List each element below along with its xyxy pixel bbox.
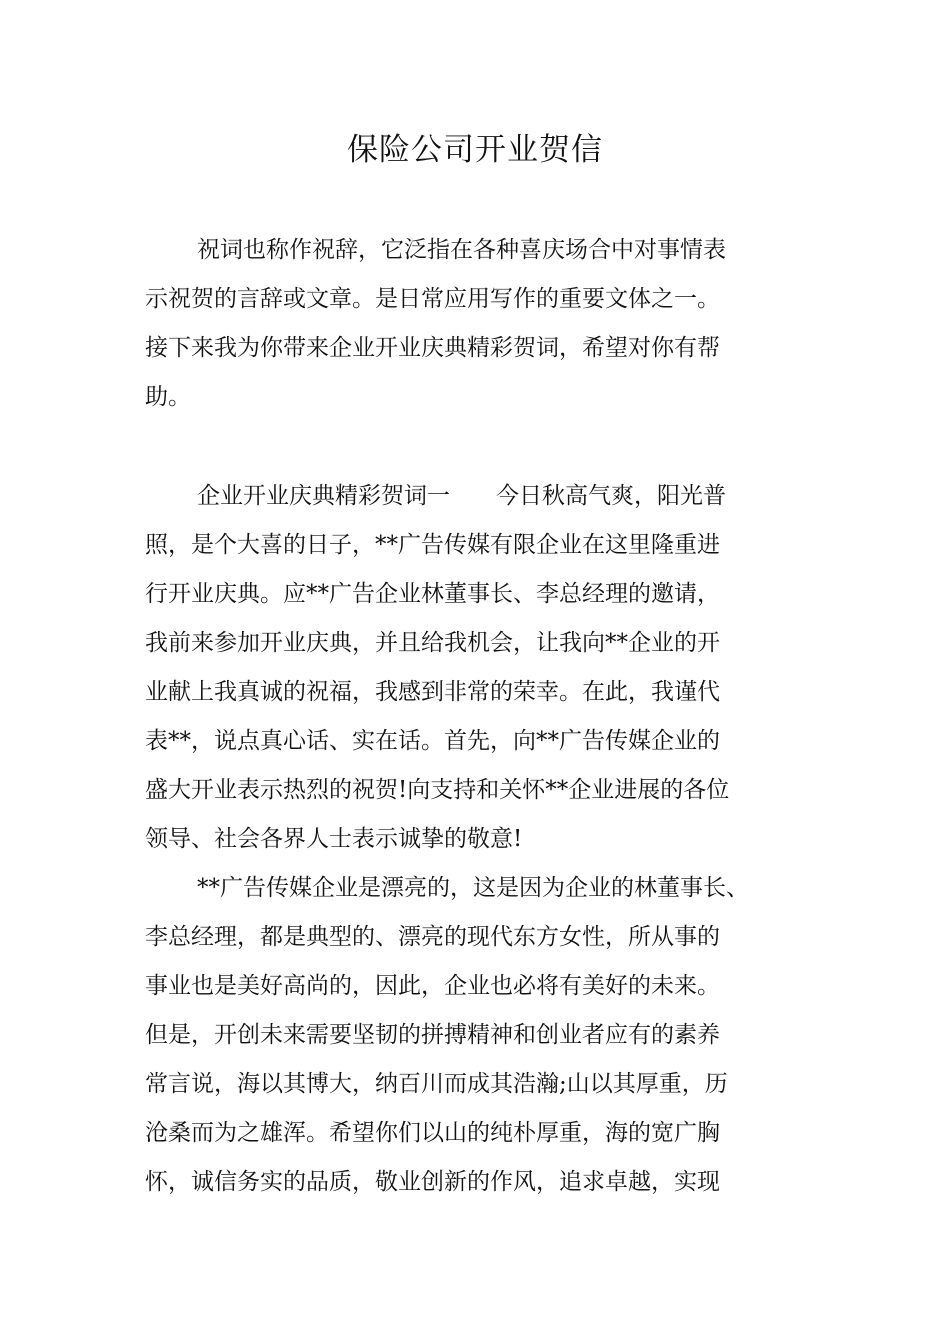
paragraph-line: 怀，诚信务实的品质，敬业创新的作风，追求卓越，实现 — [145, 1169, 720, 1195]
document-title: 保险公司开业贺信 — [347, 132, 603, 168]
paragraph-line: 事业也是美好高尚的，因此，企业也必将有美好的未来。 — [145, 973, 720, 999]
paragraph-line: 照，是个大喜的日子，**广告传媒有限企业在这里隆重进 — [145, 532, 720, 558]
paragraph-line: **广告传媒企业是漂亮的，这是因为企业的林董事长、 — [197, 875, 749, 901]
paragraph-line: 业献上我真诚的祝福，我感到非常的荣幸。在此，我谨代 — [145, 679, 720, 705]
paragraph-line: 盛大开业表示热烈的祝贺!向支持和关怀**企业进展的各位 — [145, 777, 730, 803]
paragraph-line: 示祝贺的言辞或文章。是日常应用写作的重要文体之一。 — [145, 286, 720, 312]
paragraph-line: 沧桑而为之雄浑。希望你们以山的纯朴厚重，海的宽广胸 — [145, 1120, 720, 1146]
paragraph-line: 企业开业庆典精彩贺词一 今日秋高气爽，阳光普 — [197, 483, 726, 509]
paragraph-line: 表**，说点真心话、实在话。首先，向**广告传媒企业的 — [145, 728, 720, 754]
paragraph-line: 但是，开创未来需要坚韧的拼搏精神和创业者应有的素养 — [145, 1022, 720, 1048]
paragraph-line: 行开业庆典。应**广告企业林董事长、李总经理的邀请， — [145, 581, 720, 607]
paragraph-line: 祝词也称作祝辞，它泛指在各种喜庆场合中对事情表 — [197, 237, 726, 263]
paragraph-line: 李总经理，都是典型的、漂亮的现代东方女性，所从事的 — [145, 924, 720, 950]
paragraph-line: 助。 — [145, 384, 191, 410]
paragraph-line: 接下来我为你带来企业开业庆典精彩贺词，希望对你有帮 — [145, 335, 720, 361]
paragraph-line: 常言说，海以其博大，纳百川而成其浩瀚;山以其厚重，历 — [145, 1071, 728, 1097]
paragraph-line: 我前来参加开业庆典，并且给我机会，让我向**企业的开 — [145, 630, 720, 656]
paragraph-line: 领导、社会各界人士表示诚挚的敬意! — [145, 826, 523, 852]
